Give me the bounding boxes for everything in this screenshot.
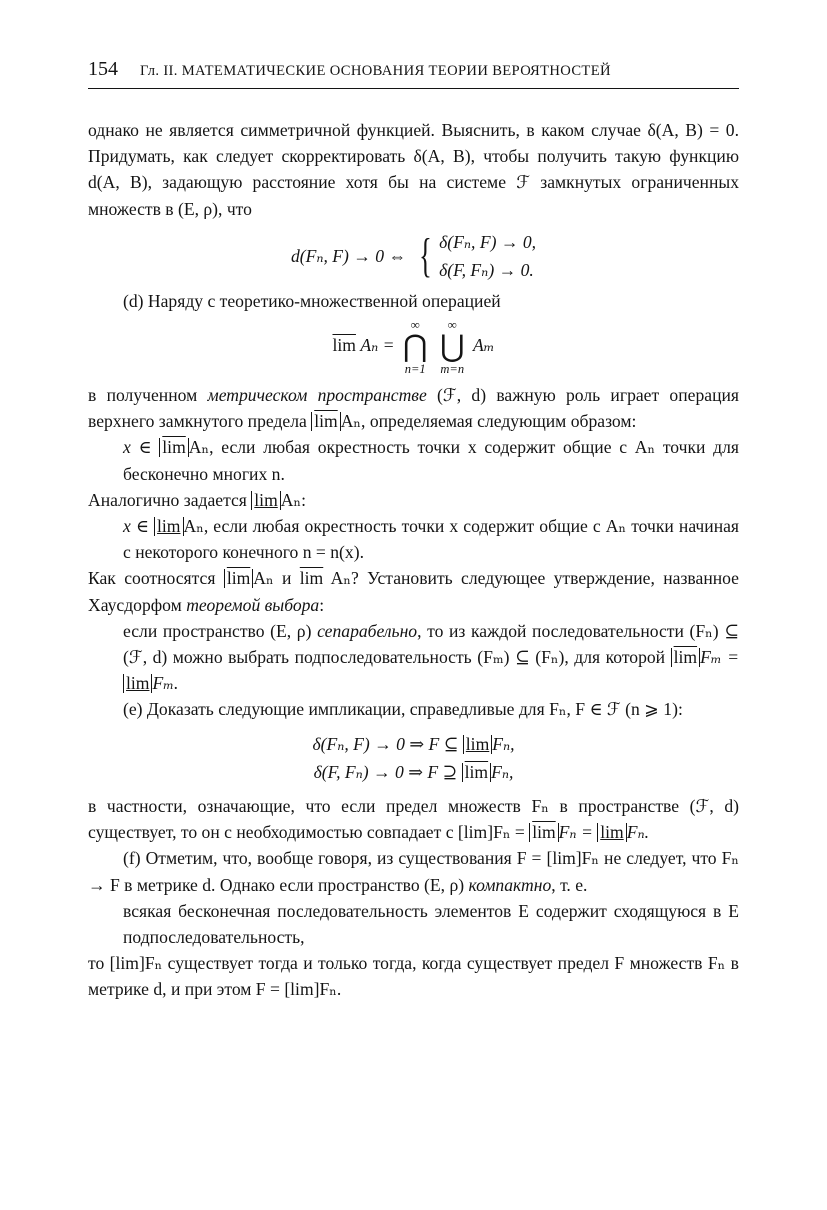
closed-lower-limit xyxy=(597,823,626,842)
running-title: Гл. II. МАТЕМАТИЧЕСКИЕ ОСНОВАНИЯ ТЕОРИИ ВЕРОЯТНОСТЕЙ xyxy=(140,63,611,79)
p5-a: в частности, означающие, что если предел множеств Fₙ в пространстве (ℱ, d) существует, то он с необходимостью совпадает с [lim]Fₙ = xyxy=(88,796,740,843)
item2-a: x ∈ xyxy=(123,516,149,537)
eq3b-left: δ(F, Fₙ) → 0 ⇒ F ⊇ xyxy=(313,761,458,782)
closed-upper-limit xyxy=(462,763,491,782)
p3-a: Аналогично задается xyxy=(88,489,247,510)
equation-implication-2 xyxy=(88,759,739,785)
p2-emphasis: метрическом пространстве xyxy=(207,385,427,406)
closed-lower-limit xyxy=(251,491,280,510)
thm-a: если пространство (E, ρ) xyxy=(123,620,312,641)
closed-lower-limit xyxy=(123,674,152,693)
page xyxy=(88,56,739,1003)
p4-emphasis: теоремой выбора xyxy=(186,594,320,615)
p4-d: : xyxy=(319,594,325,615)
lim-text: $\overline{lim}$ xyxy=(673,647,698,668)
cup-lower: m=n xyxy=(440,362,465,377)
thm-emphasis: сепарабельно xyxy=(317,620,418,641)
lim-text: lim xyxy=(465,733,490,754)
paragraph-conclusion: то [lim]Fₙ существует тогда и только тогда, когда существует предел F множеств Fₙ в метрике d, и при этом F = [lim]Fₙ. xyxy=(88,953,739,1000)
eq3b-right: Fₙ, xyxy=(491,761,514,782)
union-operator xyxy=(440,318,465,376)
brace-icon: { xyxy=(419,228,432,282)
lim-text: $\overline{lim}$ xyxy=(314,411,338,432)
cup-upper: ∞ xyxy=(447,318,457,333)
item1-c: точки для бесконечно многих n. xyxy=(123,437,739,484)
eq2-right: Aₘ xyxy=(472,335,495,356)
big-cap-icon: ⋂ xyxy=(402,330,428,364)
lim-text: $\overline{lim}$ xyxy=(464,761,489,782)
eq1-left: d(Fₙ, F) → 0 ⇔ xyxy=(290,245,407,266)
equation-implication-1 xyxy=(88,731,739,757)
paragraph-consequence xyxy=(88,793,739,845)
running-header xyxy=(88,56,739,89)
eq1-top: δ(Fₙ, F) → 0, xyxy=(439,231,537,252)
p2-c: Aₙ, определяемая следующим образом: xyxy=(340,411,637,432)
p4-c: Aₙ? Установить следующее утверждение, названное Хаусдорфом xyxy=(88,568,739,615)
thm-c: Fₘ = xyxy=(700,647,739,668)
item1-a: x ∈ xyxy=(123,437,152,458)
paragraph-f xyxy=(88,845,739,897)
eq3a-left: δ(Fₙ, F) → 0 ⇒ F ⊆ xyxy=(312,733,459,754)
lim-text: $\overline{lim}$ xyxy=(162,437,186,458)
item2-b: Aₙ, если любая окрестность точки x содержит общие с Aₙ xyxy=(183,516,627,537)
closed-upper-limit xyxy=(224,569,253,588)
item2-c: точки начиная с некоторого конечного n = n(x). xyxy=(123,516,740,563)
page-number: 154 xyxy=(88,58,118,80)
theorem-statement xyxy=(88,618,739,697)
equation-limsup xyxy=(88,318,739,376)
paragraph-d-intro: (d) Наряду с теоретико-множественной операцией xyxy=(123,290,501,311)
limsup-text: $\overline{lim}$ xyxy=(299,568,324,589)
paragraph-hausdorff xyxy=(88,565,739,617)
p4-b: Aₙ и xyxy=(253,568,292,589)
eq3a-right: Fₙ, xyxy=(492,733,515,754)
closed-upper-limit xyxy=(529,823,558,842)
thm-b: , то из каждой последовательности (Fₙ) ⊆ (ℱ, d) можно выбрать подпоследовательность (Fₘ) ⊆ (Fₙ), для которой xyxy=(123,620,740,668)
closed-upper-limit xyxy=(311,412,340,431)
p5-b: Fₙ = xyxy=(558,822,593,843)
eq2-limsup: $\overline{lim}$ xyxy=(332,335,356,356)
f-a: (f) Отметим, что, вообще говоря, из существования F = [lim]Fₙ не следует, что Fₙ → F в метрике d. Однако если пространство (E, ρ) xyxy=(88,848,739,895)
f-emphasis: компактно xyxy=(468,874,552,895)
cap-lower: n=1 xyxy=(404,362,426,377)
paragraph-e: (e) Доказать следующие импликации, справедливые для Fₙ, F ∈ ℱ (n ⩾ 1): xyxy=(123,699,683,720)
lim-text: lim xyxy=(254,489,278,510)
thm-d: Fₘ. xyxy=(152,673,179,694)
item1-b: Aₙ, если любая окрестность точки x содержит общие с Aₙ xyxy=(188,437,656,458)
closed-upper-limit xyxy=(159,438,188,457)
lim-text: $\overline{lim}$ xyxy=(226,568,251,589)
eq2-mid: Aₙ = xyxy=(360,335,395,356)
closed-lower-limit xyxy=(154,517,183,536)
closed-lower-limit xyxy=(463,735,492,754)
p2-b: (ℱ, d) важную роль играет операция верхнего замкнутого предела xyxy=(88,385,739,432)
equation-metric-equivalence xyxy=(88,228,739,284)
p4-a: Как соотносятся xyxy=(88,568,216,589)
lim-text: lim xyxy=(126,673,150,694)
p5-c: Fₙ. xyxy=(626,822,649,843)
lim-text: lim xyxy=(600,822,624,843)
paragraph-intro: однако не является симметричной функцией. Выяснить, в каком случае δ(A, B) = 0. Придумать, как следует скорректировать δ(A, B), чтобы получить такую функцию d(A, B), задающую расстояние хотя бы на системе ℱ замкнутых ограниченных множеств в (E, ρ), что xyxy=(88,120,739,219)
p2-a: в полученном xyxy=(88,385,198,406)
f-b: , т. е. xyxy=(551,874,588,895)
lim-text: $\overline{lim}$ xyxy=(532,822,556,843)
list-item-lower xyxy=(88,513,739,565)
closed-upper-limit xyxy=(671,648,700,667)
list-item-upper xyxy=(88,434,739,486)
p3-b: Aₙ: xyxy=(280,489,306,510)
cap-upper: ∞ xyxy=(410,318,420,333)
paragraph-lower-limit xyxy=(88,487,739,513)
big-cup-icon: ⋃ xyxy=(439,330,465,364)
intersection-operator xyxy=(403,318,428,376)
list-item-compact: всякая бесконечная последовательность элементов E содержит сходящуюся в E подпоследовательность, xyxy=(123,900,739,948)
lim-text: lim xyxy=(157,516,181,537)
paragraph-metric-space xyxy=(88,382,739,434)
eq1-bottom: δ(F, Fₙ) → 0. xyxy=(439,259,534,280)
